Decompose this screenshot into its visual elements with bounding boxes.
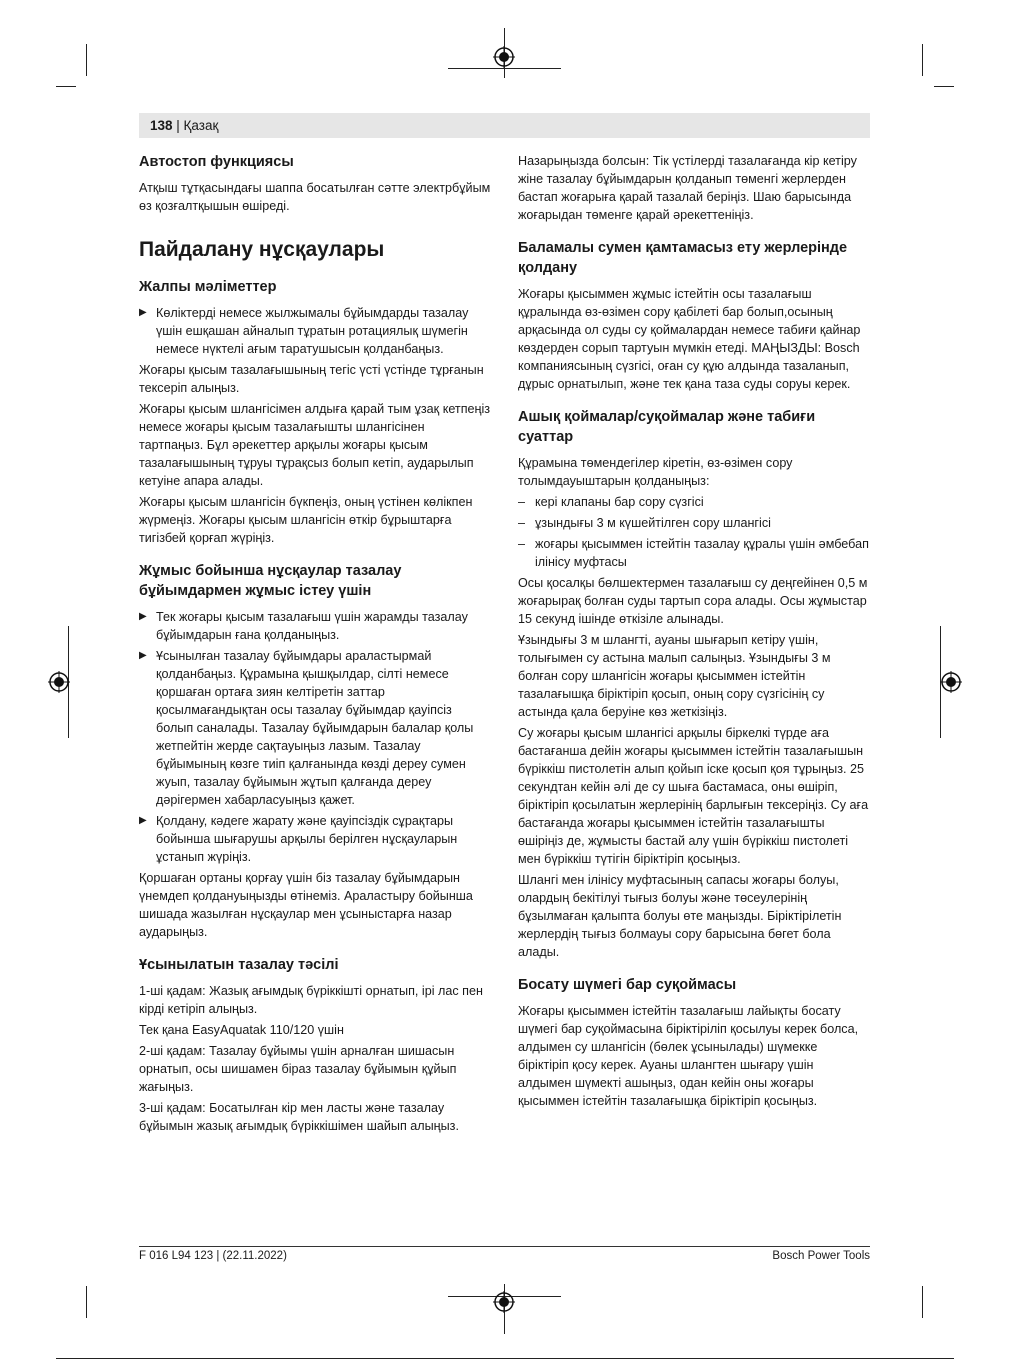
footer-document-id: F 016 L94 123 | (22.11.2022) [139, 1250, 287, 1262]
list-item-text: ұзындығы 3 м күшейтілген сору шлангісі [535, 516, 771, 530]
section-heading: Босату шүмегі бар суқоймасы [518, 977, 737, 993]
footer-divider [139, 1246, 870, 1247]
crop-mark [56, 86, 76, 87]
bullet-arrow-icon: ▶ [139, 307, 147, 318]
left-column [139, 152, 491, 1138]
page-header [139, 113, 870, 138]
crop-mark [56, 1358, 954, 1359]
list-item [139, 304, 491, 358]
paragraph: Ұзындығы 3 м шлангті, ауаны шығарып кетіру үшін, толығымен су астына малып салыңыз. Ұзындығы 3 м болған сору шлангісін жоғары қысыммен істейтін тазалағышқа біріктіріп қосып, оның сору сүзгісінің су астында қала беруіне көз жеткізіңіз. [518, 633, 831, 719]
paragraph: Тек қана EasyAquatak 110/120 үшін [139, 1023, 344, 1037]
list-item-text: кері клапаны бар сору сүзгісі [535, 495, 704, 509]
list-item [139, 812, 491, 866]
paragraph: 1-ші қадам: Жазық ағымдық бүріккішті орнатып, ірі лас пен кірді кетіріп алыңыз. [139, 984, 483, 1016]
paragraph: Жоғары қысым тазалағышының тегіс үсті үстінде тұрғанын тексеріп алыңыз. [139, 363, 484, 395]
section-heading: Жұмыс бойынша нұсқаулар тазалау бұйымдармен жұмыс істеу үшін [139, 563, 402, 599]
paragraph: Жоғары қысыммен істейтін тазалағыш лайықты босату шүмегі бар суқоймасына біріктіріліп қосылуы керек болса, алдымен су шлангісін (бөлек ұсынылады) шүмекке біріктіріп қосу керек. Ауаны шлангтен шығару үшін алдымен шүмекті ашыңыз, одан кейін оны жоғары қысыммен істейтін тазалағышқа біріктіріп қосыңыз. [518, 1004, 859, 1108]
section-heading: Автостоп функциясы [139, 154, 294, 170]
paragraph: Атқыш тұтқасындағы шаппа босатылған сәтте электрбұйым өз қозғалтқышын өшіреді. [139, 181, 491, 213]
paragraph: Су жоғары қысым шлангісі арқылы біркелкі түрде аға бастағанша дейін жоғары қысыммен істейтін тазалағышын бүріккіш пистолетін алып қойып іске қосып қоя тұрыңыз. 25 секундтан кейін әлі де су шыға бастамаса, оны өшіріп, біріктіріп қосылатын жерлерінің барлығын тексеріңіз. Су аға бастағанда жоғары қысыммен істейтін тазалағышты өшіріңіз де, жұмысты бастай алу үшін бүріккіш пистолеті мен бүріккіш түтігін біріктіріп қосыңыз. [518, 726, 869, 866]
registration-mark-icon [493, 1291, 515, 1313]
list-item [139, 647, 491, 809]
paragraph: Жоғары қысыммен жұмыс істейтін осы тазалағыш құралында өз-өзімен сору қабілеті бар болып,осының арқасында ол суды су қоймалардан немесе табиғи қайнар көздерден сорып тартуын мүмкін етеді. МАҢЫЗДЫ: Bosch компаниясының сүзгісі, оған су құю алдында тазаланып, дұрыс орнатылып, және тек қана таза суды соруы керек. [518, 287, 861, 391]
section-heading: Баламалы сумен қамтамасыз ету жерлерінде қолдану [518, 240, 848, 276]
crop-mark [86, 44, 87, 76]
paragraph: 3-ші қадам: Босатылған кір мен ласты және тазалау бұйымын жазық ағымдық бүріккішімен шайып алыңыз. [139, 1101, 459, 1133]
list-item [139, 608, 491, 644]
section-heading: Жалпы мәліметтер [139, 279, 277, 295]
list-item-text: Көліктерді немесе жылжымалы бұйымдарды тазалау үшін ешқашан айналып тұратын ротациялық шүмегін немесе нүктелі ағым таратушысын қолданбаңыз. [156, 306, 469, 356]
page-header-text: 138 | Қазақ [150, 118, 219, 133]
list-item: – кері клапаны бар сору сүзгісі [518, 495, 704, 509]
list-item-text: Тек жоғары қысым тазалағыш үшін жарамды тазалау бұйымдарын ғана қолданыңыз. [156, 610, 468, 642]
paragraph: Осы қосалқы бөлшектермен тазалағыш су деңгейінен 0,5 м жоғарырақ болған суды тартып сора алады. Осы жұмыстар 15 секунд ішінде өткізіле алынады. [518, 576, 868, 626]
paragraph: 2-ші қадам: Тазалау бұйымы үшін арналған шишасын орнатып, осы шишамен біраз тазалау бұйымын құйып жағыңыз. [139, 1044, 457, 1094]
footer-brand: Bosch Power Tools [772, 1250, 870, 1262]
section-heading: Ашық қоймалар/суқоймалар және табиғи суаттар [518, 409, 816, 445]
crop-mark [922, 1286, 923, 1318]
page-number: 138 [150, 118, 173, 133]
paragraph: Жоғары қысым шлангісін бүкпеңіз, оның үстінен көлікпен жүрмеңіз. Жоғары қысым шлангісін өткір бұрыштарға тигізбей қорғап жүріңіз. [139, 495, 473, 545]
list-item-text: Ұсынылған тазалау бұйымдары араластырмай қолданбаңыз. Құрамына қышқылдар, сілті немесе қоршаған ортаға зиян келтіретін заттар қосылмағандықтан осы тазалау бұйымдар қауіпсіз болып саналады. Тазалау бұйымдарын балалар қолы жетпейтін жерде сақтауыңыз лазым. Тазалау бұйымының көзге тиіп қалғанында көзді дереу сумен жуып, тазалау бұйымын жұтып қалғанда дереу дәрігермен хабарласуыңыз қажет. [156, 649, 474, 807]
section-heading: Ұсынылатын тазалау тәсілі [139, 957, 339, 973]
list-item: – ұзындығы 3 м күшейтілген сору шлангісі [518, 516, 771, 530]
paragraph: Шлангі мен ілінісу муфтасының сапасы жоғары болуы, олардың бекітілуі тығыз болуы және төсеулерінің бұзылмаған қалыпта болуы өте маңызды. Біріктірілетін жерлердің тығыз болмауы сору барысына бөгет бола алады. [518, 873, 842, 959]
registration-mark-icon [48, 671, 70, 693]
registration-mark-icon [940, 671, 962, 693]
paragraph: Құрамына төмендегілер кіретін, өз-өзімен сору толымдауыштарын қолданыңыз: [518, 456, 793, 488]
crop-mark [934, 86, 954, 87]
paragraph: Жоғары қысым шлангісімен алдыға қарай тым ұзақ кетпеңіз немесе жоғары қысым тазалағышты шлангісінен тартпаңыз. Бұл әрекеттер арқылы жоғары қысым тазалағышының тұруы тұрақсыз болып кетіп, аударылып кетуіне апара алады. [139, 402, 491, 488]
page-language: Қазақ [183, 118, 219, 133]
crop-mark [922, 44, 923, 76]
registration-mark-icon [493, 46, 515, 68]
crop-mark [86, 1286, 87, 1318]
bullet-arrow-icon: ▶ [139, 611, 147, 622]
paragraph: Қоршаған ортаны қорғау үшін біз тазалау бұйымдарын үнемдеп қолдануыңызды өтінеміз. Араластыру бойынша шишада жазылған нұсқаулар мен ұсыныстарға назар аударыңыз. [139, 871, 473, 939]
list-item-text: жоғары қысыммен істейтін тазалау құралы үшін әмбебап ілінісу муфтасы [535, 537, 869, 569]
bullet-arrow-icon: ▶ [139, 650, 147, 661]
list-item: – жоғары қысыммен істейтін тазалау құралы үшін әмбебап ілінісу муфтасы [518, 537, 869, 569]
chapter-heading: Пайдалану нұсқаулары [139, 238, 385, 261]
bullet-arrow-icon: ▶ [139, 815, 147, 826]
paragraph: Назарыңызда болсын: Тік үстілерді тазалағанда кір кетіру жіне тазалау бұйымдарын қолданып төменгі жерлерден бастап жоғарыға қарай тазалай беріңіз. Шаю барысында жоғарыдан төменге қарай әрекеттеніңіз. [518, 154, 857, 222]
right-column [518, 152, 870, 1113]
list-item-text: Қолдану, кәдеге жарату және қауіпсіздік сұрақтары бойынша шығарушы арқылы берілген нұсқауларын ұстанып жүріңіз. [156, 814, 458, 864]
